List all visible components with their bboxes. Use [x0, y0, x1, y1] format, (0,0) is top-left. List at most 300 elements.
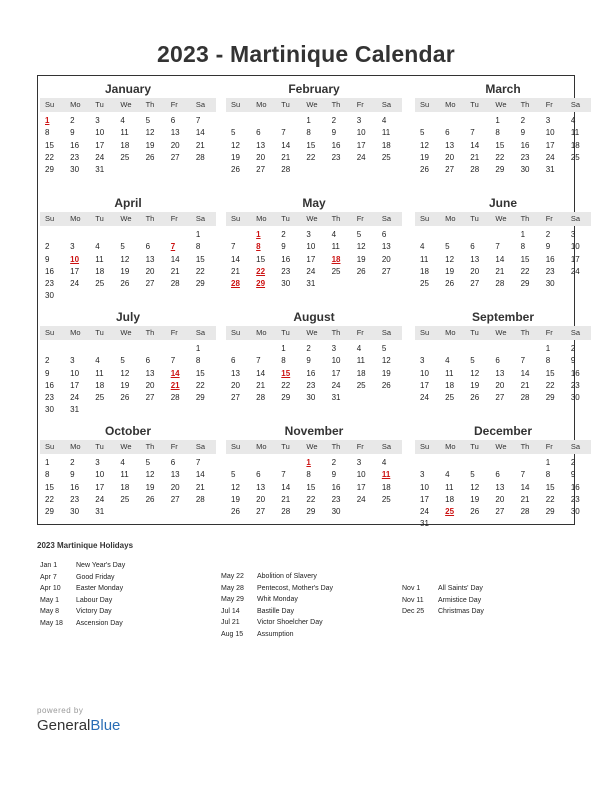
- day-cell: 6: [495, 356, 500, 366]
- day-cell: 9: [545, 242, 551, 252]
- weekday-label: Su: [45, 214, 55, 223]
- day-cell: 14: [170, 254, 180, 264]
- day-cell: 4: [381, 458, 387, 467]
- month-june: [415, 194, 591, 306]
- day-cell: 17: [356, 140, 366, 150]
- weekday-label: Sa: [570, 442, 581, 451]
- day-cell: 13: [145, 254, 155, 264]
- day-cell: 19: [120, 266, 130, 276]
- day-cell: 13: [445, 140, 455, 150]
- day-cell: 4: [120, 458, 125, 467]
- day-cell: 11: [381, 128, 391, 138]
- day-empty: [415, 115, 440, 127]
- weekday-label: We: [306, 100, 318, 109]
- day-cell: 6: [145, 242, 151, 252]
- day-cell: 12: [231, 482, 240, 492]
- weekday-label: We: [120, 214, 132, 223]
- day-cell: 22: [195, 380, 205, 390]
- day-empty: [115, 229, 140, 241]
- day-cell: 14: [520, 368, 530, 378]
- day-cell: 21: [195, 140, 205, 150]
- weekday-label: Mo: [70, 100, 81, 109]
- day-cell: 1: [195, 344, 201, 353]
- day-cell: 7: [281, 470, 286, 480]
- day-cell: 7: [195, 116, 201, 125]
- day-cell: 2: [45, 242, 50, 252]
- weekday-header: [40, 440, 216, 454]
- day-empty: [276, 457, 301, 469]
- day-cell: 6: [231, 356, 236, 366]
- day-cell: 23: [570, 380, 580, 390]
- weekday-label: Tu: [95, 328, 104, 337]
- day-grid: [226, 457, 402, 518]
- day-cell: 5: [445, 242, 450, 252]
- day-cell: 30: [70, 507, 80, 517]
- weekday-label: We: [306, 214, 318, 223]
- day-cell: 6: [256, 470, 261, 480]
- day-cell: 24: [356, 494, 366, 504]
- day-cell: 5: [356, 230, 362, 239]
- holiday-day: 1: [45, 116, 50, 125]
- holiday-day: 1: [256, 230, 261, 239]
- day-empty: [490, 343, 515, 355]
- day-empty: [226, 229, 251, 241]
- holiday-day: 22: [256, 266, 266, 276]
- day-cell: 18: [95, 380, 105, 390]
- day-cell: 8: [306, 470, 311, 480]
- day-empty: [276, 115, 301, 127]
- day-cell: 12: [381, 356, 391, 366]
- month-name: October: [104, 424, 151, 438]
- day-cell: 21: [495, 266, 505, 276]
- holiday-name: Ascension Day: [76, 619, 123, 627]
- day-cell: 24: [70, 393, 80, 403]
- day-cell: 7: [231, 242, 236, 252]
- day-cell: 14: [195, 470, 205, 480]
- day-cell: 23: [331, 494, 341, 504]
- day-cell: 4: [445, 470, 450, 480]
- day-cell: 28: [281, 507, 291, 517]
- day-cell: 5: [120, 242, 125, 252]
- day-cell: 9: [306, 356, 311, 366]
- day-cell: 3: [545, 116, 551, 125]
- day-cell: 15: [520, 254, 530, 264]
- day-cell: 7: [470, 128, 475, 138]
- holiday-day: 25: [445, 507, 455, 517]
- weekday-label: We: [120, 442, 132, 451]
- weekday-label: Th: [331, 442, 341, 451]
- month-name: July: [115, 310, 140, 324]
- day-empty: [516, 343, 541, 355]
- day-cell: 26: [470, 393, 480, 403]
- day-cell: 26: [470, 507, 480, 517]
- day-empty: [415, 457, 440, 469]
- holiday-item: [40, 606, 125, 618]
- day-cell: 26: [356, 266, 366, 276]
- day-cell: 27: [231, 393, 240, 403]
- day-cell: 22: [281, 380, 291, 390]
- holiday-day: 29: [256, 279, 266, 289]
- day-cell: 16: [70, 140, 80, 150]
- day-cell: 17: [420, 380, 429, 390]
- day-cell: 4: [420, 242, 425, 252]
- holidays-title: 2023 Martinique Holidays: [37, 541, 134, 550]
- day-cell: 17: [570, 254, 580, 264]
- day-cell: 21: [195, 482, 205, 492]
- holiday-date: Jan 1: [40, 562, 58, 569]
- holiday-column: [221, 571, 333, 640]
- day-cell: 27: [170, 152, 180, 162]
- day-cell: 17: [70, 380, 80, 390]
- day-cell: 22: [520, 266, 530, 276]
- weekday-header: [415, 326, 591, 340]
- day-cell: 13: [381, 242, 391, 252]
- day-cell: 15: [545, 368, 555, 378]
- day-cell: 8: [45, 128, 50, 138]
- day-empty: [226, 343, 251, 355]
- day-cell: 10: [70, 368, 80, 378]
- day-cell: 19: [231, 152, 240, 162]
- day-cell: 16: [545, 254, 555, 264]
- weekday-label: Mo: [445, 328, 456, 337]
- day-cell: 21: [520, 380, 530, 390]
- day-empty: [415, 343, 440, 355]
- weekday-label: Mo: [70, 328, 81, 337]
- day-cell: 9: [570, 356, 576, 366]
- weekday-header: [226, 440, 402, 454]
- day-cell: 20: [231, 380, 240, 390]
- holiday-item: [402, 583, 484, 595]
- weekday-label: Sa: [195, 214, 206, 223]
- day-cell: 18: [381, 140, 391, 150]
- day-cell: 18: [120, 482, 130, 492]
- day-empty: [490, 229, 515, 241]
- weekday-label: Su: [45, 442, 55, 451]
- day-cell: 23: [331, 152, 341, 162]
- holiday-day: 10: [70, 254, 80, 264]
- weekday-label: Fr: [170, 100, 178, 109]
- holiday-date: Nov 11: [402, 596, 424, 604]
- day-cell: 29: [545, 393, 555, 403]
- day-cell: 23: [45, 279, 54, 289]
- day-cell: 28: [520, 393, 530, 403]
- month-name: December: [473, 424, 533, 438]
- day-grid: [40, 229, 216, 303]
- day-cell: 10: [420, 482, 429, 492]
- day-cell: 19: [356, 254, 366, 264]
- day-cell: 16: [281, 254, 291, 264]
- day-cell: 18: [570, 140, 580, 150]
- day-cell: 7: [495, 242, 500, 252]
- holiday-date: Dec 25: [402, 608, 425, 615]
- day-empty: [251, 457, 276, 469]
- day-cell: 5: [231, 128, 236, 138]
- holiday-item: [221, 617, 333, 629]
- holiday-date: Apr 7: [40, 573, 57, 581]
- day-cell: 5: [420, 128, 425, 138]
- day-cell: 11: [445, 368, 454, 378]
- day-empty: [141, 229, 166, 241]
- day-cell: 5: [470, 356, 475, 366]
- day-cell: 2: [70, 116, 75, 125]
- day-cell: 1: [45, 458, 50, 467]
- day-cell: 1: [306, 116, 311, 125]
- holiday-name: Armistice Day: [438, 596, 482, 604]
- holiday-name: Abolition of Slavery: [257, 573, 317, 580]
- weekday-label: We: [120, 100, 132, 109]
- month-name: June: [488, 196, 517, 210]
- weekday-label: Tu: [281, 214, 290, 223]
- holiday-day: 1: [306, 458, 311, 467]
- day-empty: [166, 343, 191, 355]
- day-cell: 15: [195, 368, 205, 378]
- day-cell: 1: [545, 458, 551, 467]
- day-cell: 8: [195, 242, 201, 252]
- day-cell: 12: [470, 368, 480, 378]
- day-cell: 4: [95, 356, 100, 366]
- day-cell: 9: [570, 470, 576, 480]
- day-cell: 6: [145, 356, 151, 366]
- month-january: [40, 80, 216, 192]
- holiday-name: Labour Day: [76, 596, 113, 604]
- day-cell: 2: [570, 458, 576, 467]
- day-empty: [115, 343, 140, 355]
- day-grid: [415, 343, 591, 404]
- day-cell: 24: [95, 152, 105, 162]
- day-cell: 3: [95, 116, 100, 125]
- holiday-name: Assumption: [257, 630, 294, 638]
- day-cell: 2: [331, 458, 337, 467]
- day-cell: 7: [195, 458, 201, 467]
- day-cell: 24: [420, 393, 429, 403]
- day-cell: 25: [381, 494, 391, 504]
- day-cell: 11: [445, 482, 454, 492]
- day-cell: 16: [570, 368, 580, 378]
- day-empty: [415, 229, 440, 241]
- day-cell: 23: [281, 266, 291, 276]
- day-cell: 9: [520, 128, 526, 138]
- day-cell: 5: [231, 470, 236, 480]
- holiday-date: Nov 1: [402, 585, 421, 592]
- weekday-label: Fr: [545, 442, 553, 451]
- weekday-label: We: [306, 442, 318, 451]
- day-cell: 25: [120, 152, 130, 162]
- weekday-label: Tu: [95, 214, 104, 223]
- day-cell: 12: [470, 482, 480, 492]
- day-cell: 29: [520, 279, 530, 289]
- brand-logo[interactable]: [37, 717, 120, 734]
- brand-blue-text: Blue: [90, 717, 121, 734]
- holiday-item: [40, 595, 125, 607]
- holiday-date: May 28: [221, 584, 244, 592]
- day-cell: 14: [281, 482, 291, 492]
- day-empty: [440, 343, 465, 355]
- day-cell: 14: [281, 140, 291, 150]
- weekday-label: Sa: [195, 328, 206, 337]
- day-cell: 11: [331, 242, 340, 252]
- day-cell: 15: [545, 482, 555, 492]
- day-cell: 17: [331, 368, 341, 378]
- day-empty: [166, 229, 191, 241]
- day-cell: 16: [70, 482, 80, 492]
- day-cell: 23: [70, 152, 80, 162]
- day-cell: 9: [281, 242, 286, 252]
- holiday-day: 8: [256, 242, 261, 252]
- weekday-label: Th: [331, 214, 341, 223]
- weekday-label: Sa: [570, 100, 581, 109]
- holiday-name: Victory Day: [76, 608, 112, 615]
- weekday-label: Sa: [195, 442, 206, 451]
- day-cell: 29: [195, 393, 205, 403]
- day-cell: 4: [356, 344, 362, 353]
- day-cell: 10: [95, 470, 105, 480]
- day-cell: 29: [45, 507, 54, 517]
- day-cell: 14: [195, 128, 205, 138]
- page-title: 2023 - Martinique Calendar: [157, 41, 455, 67]
- day-cell: 8: [545, 356, 551, 366]
- day-cell: 28: [195, 494, 205, 504]
- day-empty: [440, 457, 465, 469]
- day-empty: [40, 343, 65, 355]
- day-cell: 12: [145, 470, 155, 480]
- day-cell: 10: [95, 128, 105, 138]
- day-cell: 16: [45, 266, 54, 276]
- day-grid: [415, 457, 591, 531]
- weekday-label: Su: [45, 328, 55, 337]
- holiday-item: [221, 583, 333, 595]
- month-name: May: [302, 196, 326, 210]
- day-cell: 27: [381, 266, 391, 276]
- weekday-label: Fr: [170, 442, 178, 451]
- weekday-label: Tu: [470, 328, 479, 337]
- day-cell: 21: [281, 152, 291, 162]
- holiday-day: 21: [170, 380, 180, 390]
- weekday-label: Tu: [281, 328, 290, 337]
- day-cell: 5: [145, 458, 151, 467]
- holiday-item: [40, 572, 125, 584]
- day-cell: 20: [256, 494, 266, 504]
- day-cell: 8: [495, 128, 500, 138]
- day-cell: 27: [256, 507, 266, 517]
- day-cell: 12: [120, 254, 130, 264]
- day-cell: 14: [520, 482, 530, 492]
- day-empty: [490, 457, 515, 469]
- day-cell: 13: [495, 368, 505, 378]
- day-cell: 1: [545, 344, 551, 353]
- day-cell: 20: [495, 380, 505, 390]
- day-cell: 10: [420, 368, 429, 378]
- day-cell: 10: [356, 470, 366, 480]
- weekday-label: Su: [420, 214, 430, 223]
- day-cell: 26: [231, 165, 240, 175]
- day-cell: 30: [545, 279, 555, 289]
- day-grid: [415, 115, 591, 176]
- day-cell: 18: [120, 140, 130, 150]
- day-cell: 26: [445, 279, 455, 289]
- month-april: [40, 194, 216, 306]
- day-cell: 28: [281, 165, 291, 175]
- day-cell: 25: [331, 266, 341, 276]
- month-november: [226, 422, 402, 534]
- day-cell: 1: [520, 230, 526, 239]
- day-cell: 24: [331, 380, 341, 390]
- day-cell: 15: [45, 140, 54, 150]
- weekday-header: [415, 440, 591, 454]
- day-cell: 8: [45, 470, 50, 480]
- day-cell: 28: [256, 393, 266, 403]
- day-cell: 12: [145, 128, 155, 138]
- day-cell: 22: [45, 494, 54, 504]
- weekday-label: Mo: [70, 442, 81, 451]
- day-cell: 18: [420, 266, 429, 276]
- holiday-name: Good Friday: [76, 573, 115, 581]
- day-cell: 5: [470, 470, 475, 480]
- holiday-item: [40, 560, 125, 572]
- day-cell: 9: [70, 470, 75, 480]
- day-cell: 3: [420, 356, 425, 366]
- day-cell: 10: [356, 128, 366, 138]
- day-cell: 11: [95, 368, 104, 378]
- weekday-label: Tu: [281, 100, 290, 109]
- day-cell: 2: [45, 356, 50, 366]
- day-cell: 14: [470, 140, 480, 150]
- weekday-label: Sa: [570, 214, 581, 223]
- weekday-label: We: [495, 100, 507, 109]
- day-cell: 18: [445, 494, 455, 504]
- day-cell: 27: [145, 279, 155, 289]
- weekday-label: Mo: [256, 100, 267, 109]
- day-cell: 19: [120, 380, 130, 390]
- day-cell: 6: [381, 230, 387, 239]
- month-december: [415, 422, 591, 534]
- month-name: April: [114, 196, 142, 210]
- day-empty: [440, 115, 465, 127]
- day-cell: 4: [120, 116, 125, 125]
- day-empty: [40, 229, 65, 241]
- weekday-header: [40, 212, 216, 226]
- day-cell: 20: [470, 266, 480, 276]
- holiday-day: 28: [231, 279, 240, 289]
- weekday-label: Mo: [256, 442, 267, 451]
- day-cell: 23: [306, 380, 316, 390]
- day-cell: 20: [495, 494, 505, 504]
- holiday-day: 15: [281, 368, 291, 378]
- day-cell: 7: [281, 128, 286, 138]
- holiday-date: May 8: [40, 608, 60, 615]
- day-grid: [40, 457, 216, 518]
- weekday-label: Th: [145, 214, 155, 223]
- weekday-label: Sa: [381, 328, 392, 337]
- weekday-label: Sa: [570, 328, 581, 337]
- day-empty: [440, 229, 465, 241]
- weekday-label: Tu: [281, 442, 290, 451]
- day-cell: 29: [281, 393, 291, 403]
- day-cell: 18: [381, 482, 391, 492]
- day-cell: 25: [570, 152, 580, 162]
- day-cell: 13: [495, 482, 505, 492]
- day-cell: 21: [470, 152, 480, 162]
- day-cell: 27: [470, 279, 480, 289]
- day-cell: 25: [420, 279, 429, 289]
- day-cell: 24: [356, 152, 366, 162]
- day-cell: 6: [495, 470, 500, 480]
- day-cell: 26: [231, 507, 240, 517]
- day-cell: 4: [570, 116, 576, 125]
- holiday-date: Jul 21: [221, 619, 240, 626]
- day-cell: 6: [470, 242, 475, 252]
- day-empty: [465, 343, 490, 355]
- holiday-name: Victor Shoelcher Day: [257, 619, 323, 626]
